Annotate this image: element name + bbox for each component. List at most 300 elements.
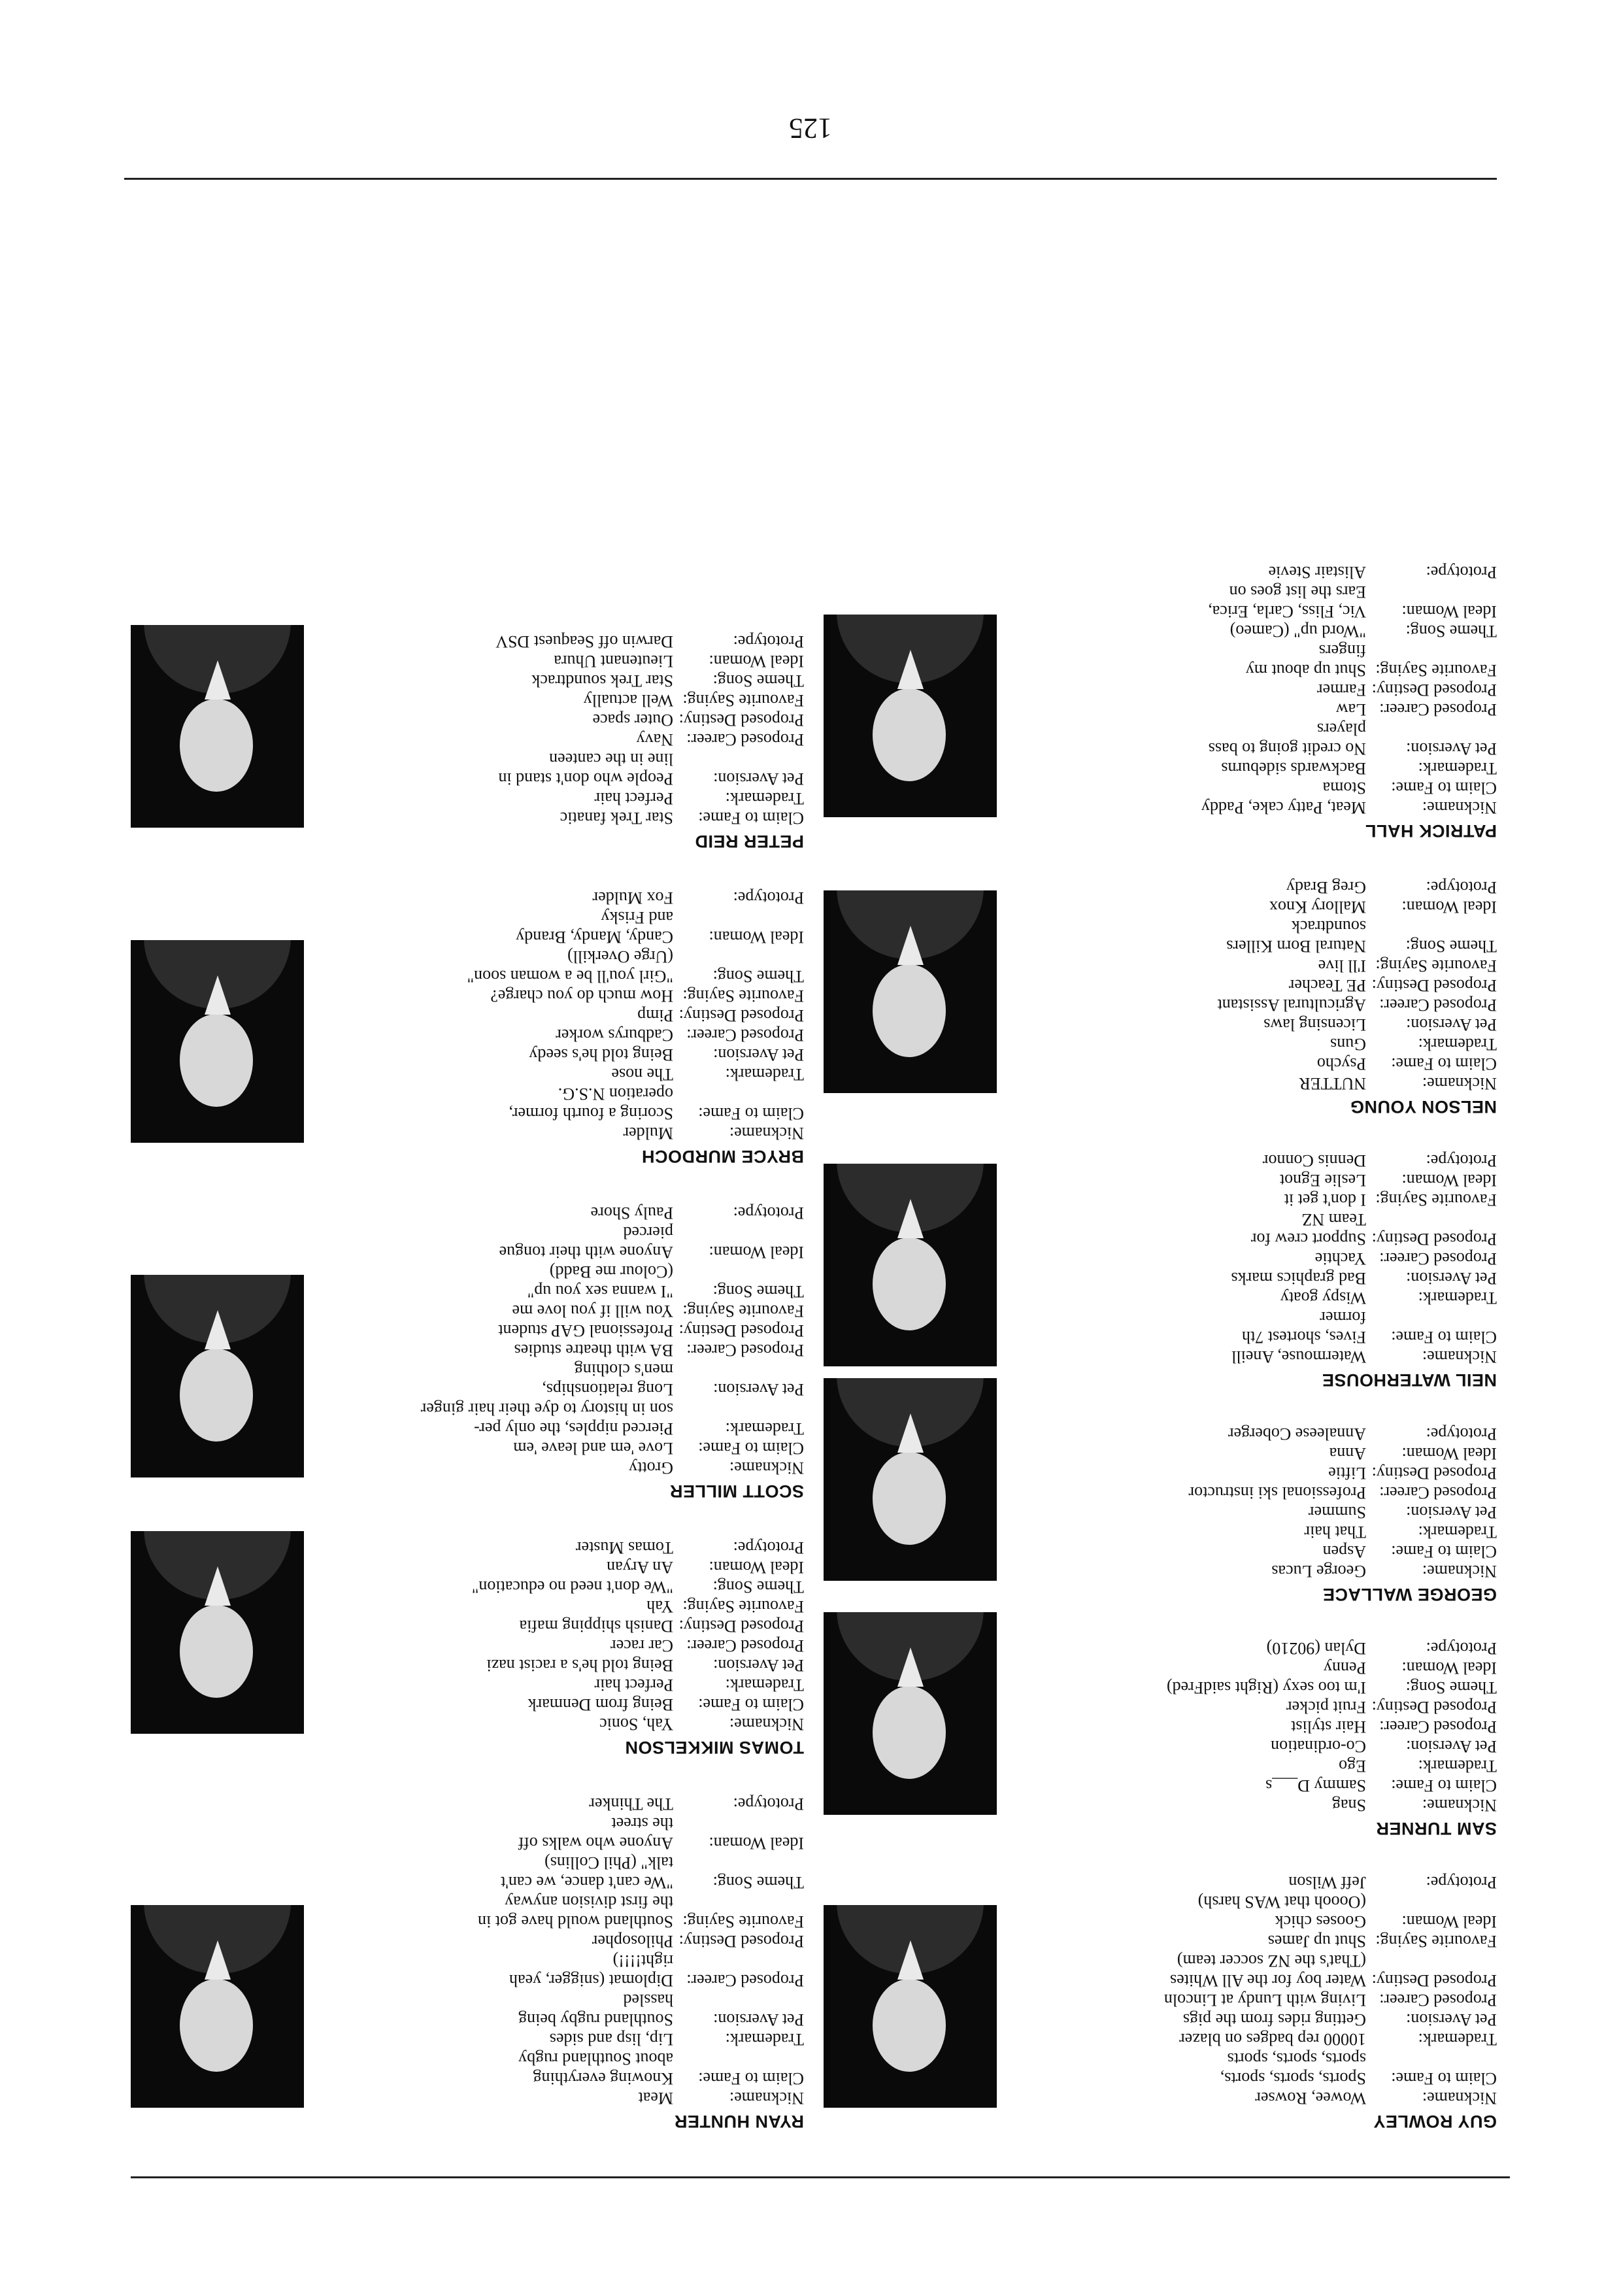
field-label: Proposed Destiny: (678, 711, 804, 730)
field-row (1039, 1308, 1497, 1347)
field-label: Nickname: (729, 2089, 804, 2108)
field-label: Favourite Saying: (682, 691, 804, 710)
field-value: Lip, lisp and sides (549, 2030, 673, 2049)
field-label: Theme Song: (1405, 622, 1497, 641)
field-label: Proposed Career: (1379, 1717, 1497, 1736)
field-value: Alistair Stevie (1268, 563, 1366, 582)
field-label: Theme Song: (712, 1873, 804, 1892)
field-label: Proposed Destiny: (1371, 1230, 1497, 1249)
student-fields (1039, 1151, 1497, 1366)
field-label: Trademark: (1418, 1289, 1497, 1308)
field-value: Anyone with their tongue pierced (499, 1223, 673, 1262)
field-label: Proposed Career: (1379, 700, 1497, 719)
student-entry-nelson-young (824, 877, 1497, 1118)
field-value: Being told he's seedy (529, 1045, 673, 1064)
field-value: Water boy for the All Whites (That's the NZ soccer team) (1170, 1951, 1366, 1990)
field-value: Mulder (623, 1124, 673, 1143)
field-label: Proposed Destiny: (1371, 1698, 1497, 1717)
field-row (346, 1557, 804, 1577)
field-value: Bad graphics marks (1231, 1269, 1366, 1288)
field-row (346, 986, 804, 1005)
field-value: "We can't dance, we can't talk" (Phil Collins) (500, 1853, 673, 1892)
field-label: Proposed Destiny: (1371, 1464, 1497, 1483)
field-value: Grotty (629, 1459, 673, 1477)
field-value: The Thinker (589, 1795, 673, 1814)
field-value: Watermouse, Aneill (1231, 1347, 1366, 1366)
field-value: Anna (1329, 1444, 1366, 1463)
field-value: Summer (1308, 1503, 1366, 1522)
field-label: Ideal Woman: (1401, 898, 1497, 917)
field-row (1039, 1892, 1497, 1931)
field-value: 10000 rep badges on blazer (1179, 2030, 1366, 2049)
field-value: Yah, Sonic (599, 1715, 673, 1734)
field-label: Favourite Saying: (1375, 661, 1497, 680)
field-value: PE Teacher (1288, 976, 1366, 995)
student-entry-neil-waterhouse (824, 1151, 1497, 1391)
field-row (1039, 758, 1497, 778)
field-row (346, 1025, 804, 1045)
student-fields (346, 888, 804, 1143)
field-value: No credit going to bass players (1208, 720, 1366, 758)
field-label: Nickname: (1422, 1347, 1497, 1366)
field-row (346, 907, 804, 947)
field-value: Sports, sports, sports, sports, sports, sports (1220, 2050, 1366, 2088)
student-fields (1039, 1872, 1497, 2108)
field-label: Trademark: (1418, 759, 1497, 778)
photo-head (873, 688, 946, 781)
field-label: Pet Aversion: (1406, 1015, 1497, 1034)
field-label: Proposed Destiny: (678, 1932, 804, 1951)
field-row (346, 1892, 804, 1931)
field-row (346, 1675, 804, 1695)
photo-head (180, 699, 253, 792)
field-label: Proposed Destiny: (678, 1321, 804, 1340)
field-value: Professional GAP student (498, 1321, 673, 1340)
field-value: I'm too sexy (Right saidFred) (1166, 1678, 1366, 1697)
student-fields (346, 1794, 804, 2108)
field-label: Proposed Career: (1379, 1991, 1497, 2010)
field-label: Ideal Woman: (1401, 1659, 1497, 1678)
field-value: Licensing laws (1263, 1015, 1366, 1034)
student-fields (346, 632, 804, 828)
field-row (346, 1301, 804, 1321)
field-value: Star Trek soundtrack (531, 671, 673, 690)
field-value: Meat, Patty cake, Paddy (1201, 798, 1366, 817)
field-value: "We don't need no education" (471, 1578, 673, 1596)
field-row (346, 788, 804, 808)
field-row (1039, 1268, 1497, 1288)
field-value: Snag (1332, 1796, 1366, 1815)
field-value: Yachtie (1314, 1249, 1366, 1268)
field-row (1039, 1424, 1497, 1443)
field-value: Lieutenant Uhura (554, 652, 673, 671)
field-label: Ideal Woman: (1401, 1912, 1497, 1931)
student-name: PATRICK HALL (1365, 821, 1497, 841)
field-value: Law (1335, 700, 1366, 719)
field-row (1039, 1463, 1497, 1483)
field-value: Being from Denmark (527, 1695, 673, 1714)
field-row (346, 749, 804, 788)
student-name: SCOTT MILLER (669, 1481, 804, 1501)
right-column (131, 599, 804, 2133)
field-label: Ideal Woman: (1401, 602, 1497, 621)
field-value: Pierced nipples, the only per- son in history to dye their hair ginger (420, 1400, 673, 1438)
field-row (1039, 1483, 1497, 1502)
field-label: Ideal Woman: (709, 1558, 804, 1577)
field-label: Trademark: (1418, 1757, 1497, 1776)
field-value: Navy (636, 730, 673, 749)
field-row (1039, 680, 1497, 700)
field-row (1039, 1658, 1497, 1678)
field-value: Pimp (637, 1006, 673, 1025)
field-row (346, 730, 804, 749)
photo-head (180, 1349, 253, 1442)
field-label: Claim to Fame: (698, 809, 804, 828)
field-label: Prototype: (1426, 1873, 1497, 1892)
student-photo (824, 1905, 997, 2108)
field-row (346, 2049, 804, 2088)
field-value: Stoma (1322, 779, 1366, 798)
student-entry-scott-miller (131, 1203, 804, 1502)
field-label: Nickname: (1422, 798, 1497, 817)
field-value: Hair stylist (1291, 1717, 1366, 1736)
field-label: Prototype: (733, 1204, 804, 1223)
field-label: Favourite Saying: (682, 1912, 804, 1931)
student-entry-peter-reid (131, 632, 804, 853)
field-row (346, 710, 804, 730)
field-row (1039, 1678, 1497, 1697)
field-row (1039, 1542, 1497, 1561)
student-photo (824, 890, 997, 1093)
field-value: Aspen (1322, 1542, 1366, 1561)
field-label: Proposed Career: (686, 1026, 804, 1045)
field-label: Proposed Career: (686, 730, 804, 749)
field-value: Natural Born Killers soundtrack (1226, 917, 1366, 956)
field-row (1039, 2049, 1497, 2088)
field-value: I'll live (1318, 956, 1366, 975)
field-row (1039, 1209, 1497, 1249)
field-row (1039, 975, 1497, 995)
field-row (1039, 1951, 1497, 1990)
field-row (1039, 1776, 1497, 1795)
student-entry-sam-turner (824, 1638, 1497, 1840)
student-fields (1039, 1424, 1497, 1581)
field-value: Backwards sideburns (1221, 759, 1366, 778)
field-label: Pet Aversion: (1406, 739, 1497, 758)
field-row (1039, 897, 1497, 917)
field-value: Sammy D___s (1265, 1776, 1366, 1795)
field-row (1039, 2029, 1497, 2049)
field-value: Car racer (610, 1636, 673, 1655)
field-row (1039, 1054, 1497, 1073)
field-label: Claim to Fame: (1391, 1328, 1497, 1347)
field-value: Greg Brady (1286, 878, 1366, 897)
student-photo (131, 1531, 304, 1734)
field-value: Candy, Mandy, Brandy and Frisky (516, 908, 673, 947)
field-value: Mallory Knox (1269, 898, 1366, 917)
field-row (346, 1951, 804, 1990)
field-label: Theme Song: (712, 967, 804, 986)
top-rule (131, 2176, 1510, 2178)
field-row (1039, 1073, 1497, 1093)
field-row (1039, 1347, 1497, 1366)
field-value: Annaleese Coberger (1228, 1425, 1366, 1443)
student-name: SAM TURNER (1376, 1819, 1497, 1838)
field-row (1039, 1034, 1497, 1054)
field-value: Gooses chick (Ooooh that WAS harsh) (1197, 1893, 1366, 1931)
student-name: PETER REID (694, 832, 804, 851)
field-value: BA with theatre studies (514, 1341, 673, 1360)
field-label: Prototype: (1426, 1639, 1497, 1658)
field-row (1039, 1015, 1497, 1034)
field-row (1039, 1990, 1497, 2010)
field-value: You will if you love me (512, 1302, 673, 1321)
field-row (1039, 956, 1497, 975)
field-label: Nickname: (729, 1715, 804, 1734)
field-value: Star Trek fanatic (560, 809, 673, 828)
field-value: Outer space (592, 711, 673, 730)
field-label: Proposed Destiny: (678, 1617, 804, 1636)
field-label: Pet Aversion: (713, 769, 804, 788)
field-row (346, 1005, 804, 1025)
field-label: Proposed Career: (1379, 996, 1497, 1015)
field-row (1039, 995, 1497, 1015)
field-row (1039, 2010, 1497, 2029)
field-value: Penny (1324, 1659, 1366, 1678)
field-label: Ideal Woman: (709, 928, 804, 947)
field-label: Nickname: (1422, 1074, 1497, 1093)
field-row (1039, 2088, 1497, 2108)
student-entry-bryce-murdoch (131, 888, 804, 1168)
field-value: Dennis Connor (1262, 1151, 1366, 1170)
field-label: Claim to Fame: (1391, 1776, 1497, 1795)
field-row (346, 671, 804, 690)
student-entry-patrick-hall (824, 562, 1497, 842)
field-value: "I wanna sex you up" (Colour me Badd) (527, 1262, 673, 1301)
field-label: Claim to Fame: (1391, 2069, 1497, 2088)
field-value: Anyone who walks off the street (518, 1814, 673, 1853)
field-label: Trademark: (725, 2030, 804, 2049)
field-value: Agricultural Assistant (1217, 996, 1366, 1015)
field-row (1039, 719, 1497, 758)
field-value: Professional ski instructor (1188, 1483, 1366, 1502)
field-label: Trademark: (725, 1676, 804, 1695)
field-label: Prototype: (1426, 1425, 1497, 1443)
field-label: Proposed Career: (1379, 1483, 1497, 1502)
field-row (346, 2088, 804, 2108)
field-value: Shut up James (1267, 1932, 1366, 1951)
field-row (1039, 1151, 1497, 1170)
field-value: An Aryan (607, 1558, 673, 1577)
student-fields (1039, 1638, 1497, 1815)
student-name: NELSON YOUNG (1350, 1097, 1497, 1117)
student-name: RYAN HUNTER (674, 2112, 804, 2131)
field-label: Prototype: (733, 1538, 804, 1557)
field-row (1039, 1522, 1497, 1542)
page-number: 125 (789, 112, 832, 144)
field-value: Wispy goaty (1280, 1289, 1366, 1308)
field-label: Nickname: (1422, 1562, 1497, 1581)
field-row (346, 1360, 804, 1399)
field-value: Scoring a fourth former, operation N.S.G. (509, 1085, 673, 1123)
photo-head (873, 1238, 946, 1330)
field-label: Prototype: (1426, 563, 1497, 582)
field-row (346, 1695, 804, 1714)
field-row (346, 1596, 804, 1616)
field-row (346, 1045, 804, 1064)
field-label: Pet Aversion: (713, 1656, 804, 1675)
student-photo (824, 1164, 997, 1366)
field-value: NUTTER (1299, 1074, 1366, 1093)
field-value: Farmer (1316, 681, 1366, 700)
field-label: Theme Song: (712, 671, 804, 690)
field-label: Claim to Fame: (1391, 1542, 1497, 1561)
field-row (346, 1636, 804, 1655)
field-label: Theme Song: (1405, 937, 1497, 956)
field-label: Prototype: (733, 632, 804, 651)
field-value: Getting rides from the pigs (1182, 2010, 1366, 2029)
student-name: NEIL WATERHOUSE (1322, 1370, 1497, 1390)
field-label: Theme Song: (712, 1578, 804, 1596)
field-label: Theme Song: (712, 1282, 804, 1301)
student-photo (131, 1275, 304, 1477)
field-value: Fruit picker (1286, 1698, 1366, 1717)
field-value: Shut up about my fingers (1245, 641, 1366, 680)
field-label: Claim to Fame: (698, 2069, 804, 2088)
field-label: Proposed Destiny: (1371, 1971, 1497, 1990)
field-value: Southland rugby being hassled (518, 1991, 673, 2029)
student-entry-guy-rowley (824, 1872, 1497, 2133)
field-label: Favourite Saying: (682, 1597, 804, 1616)
field-label: Pet Aversion: (1406, 2010, 1497, 2029)
field-label: Ideal Woman: (709, 1243, 804, 1262)
field-row (346, 1577, 804, 1596)
field-value: Dylan (90210) (1266, 1639, 1366, 1658)
field-value: Danish shipping mafia (519, 1617, 673, 1636)
field-label: Trademark: (1418, 1523, 1497, 1542)
field-value: Wowee, Rowser (1255, 2089, 1366, 2108)
field-value: Darwin off Seaquest DSV (495, 632, 673, 651)
field-value: George Lucas (1271, 1562, 1366, 1581)
field-row (1039, 1638, 1497, 1658)
photo-head (873, 1686, 946, 1779)
field-row (1039, 778, 1497, 798)
field-label: Pet Aversion: (713, 1380, 804, 1399)
student-fields (1039, 877, 1497, 1093)
field-row (346, 1616, 804, 1636)
field-label: Ideal Woman: (709, 652, 804, 671)
field-row (346, 1262, 804, 1301)
field-value: Long relationships, men's clothing (542, 1360, 673, 1399)
field-label: Proposed Destiny: (1371, 976, 1497, 995)
student-photo (824, 615, 997, 817)
field-label: Favourite Saying: (682, 987, 804, 1005)
field-value: "Girl you'll be a woman soon" (Urge Overkill) (467, 947, 673, 986)
field-value: Liftie (1328, 1464, 1366, 1483)
field-label: Proposed Destiny: (1371, 681, 1497, 700)
field-value: How much do you charge? (490, 987, 673, 1005)
field-row (346, 1340, 804, 1360)
field-label: Prototype: (1426, 878, 1497, 897)
field-value: Ego (1339, 1757, 1366, 1776)
field-row (346, 1990, 804, 2029)
field-row (346, 1123, 804, 1143)
field-label: Pet Aversion: (713, 2010, 804, 2029)
field-row (1039, 1170, 1497, 1190)
field-value: Cadburys worker (556, 1026, 673, 1045)
field-value: Philosopher (592, 1932, 673, 1951)
field-row (346, 1853, 804, 1892)
field-row (1039, 1288, 1497, 1308)
student-photo (824, 1612, 997, 1815)
field-label: Claim to Fame: (698, 1104, 804, 1123)
field-label: Trademark: (725, 789, 804, 808)
student-name: BRYCE MURDOCH (641, 1147, 804, 1166)
field-value: Meat (638, 2089, 673, 2108)
field-row (1039, 1443, 1497, 1463)
field-label: Trademark: (725, 1065, 804, 1084)
field-row (346, 1084, 804, 1123)
field-value: Psycho (1316, 1055, 1366, 1073)
student-fields (346, 1203, 804, 1477)
field-row (346, 1931, 804, 1951)
field-row (346, 1538, 804, 1557)
field-label: Claim to Fame: (1391, 779, 1497, 798)
field-row (1039, 877, 1497, 897)
student-photo (131, 940, 304, 1143)
field-value: Guns (1330, 1035, 1366, 1054)
field-value: Fox Mulder (592, 888, 673, 907)
left-column (824, 527, 1497, 2133)
field-row (1039, 1697, 1497, 1717)
field-row (1039, 1795, 1497, 1815)
field-label: Nickname: (1422, 2089, 1497, 2108)
student-photo (131, 625, 304, 828)
field-row (1039, 641, 1497, 680)
field-label: Favourite Saying: (682, 1302, 804, 1321)
field-label: Favourite Saying: (1375, 1190, 1497, 1209)
photo-head (180, 1014, 253, 1107)
field-label: Pet Aversion: (1406, 1737, 1497, 1756)
field-label: Trademark: (1418, 1035, 1497, 1054)
field-label: Proposed Destiny: (678, 1006, 804, 1025)
field-label: Nickname: (729, 1459, 804, 1477)
field-label: Nickname: (729, 1124, 804, 1143)
field-label: Trademark: (1418, 2030, 1497, 2049)
field-label: Proposed Career: (686, 1636, 804, 1655)
field-label: Claim to Fame: (698, 1439, 804, 1458)
field-row (346, 2029, 804, 2049)
field-label: Claim to Fame: (1391, 1055, 1497, 1073)
field-value: Fives, shortest 7th former (1242, 1308, 1366, 1347)
student-name: GEORGE WALLACE (1322, 1585, 1497, 1604)
field-row (1039, 582, 1497, 621)
field-value: Jeff Wilson (1288, 1873, 1366, 1892)
field-value: Perfect hair (594, 1676, 673, 1695)
field-label: Ideal Woman: (1401, 1171, 1497, 1190)
field-row (346, 632, 804, 651)
field-label: Prototype: (733, 888, 804, 907)
field-row (346, 690, 804, 710)
field-value: Diplomat (snigger, yeah right!!!!) (509, 1951, 673, 1990)
field-value: Pauly Shore (590, 1204, 673, 1223)
field-label: Prototype: (733, 1795, 804, 1814)
student-name: TOMAS MIKKELSON (624, 1738, 804, 1757)
field-row (1039, 562, 1497, 582)
field-label: Proposed Career: (1379, 1249, 1497, 1268)
field-label: Pet Aversion: (1406, 1503, 1497, 1522)
field-label: Favourite Saying: (1375, 1932, 1497, 1951)
